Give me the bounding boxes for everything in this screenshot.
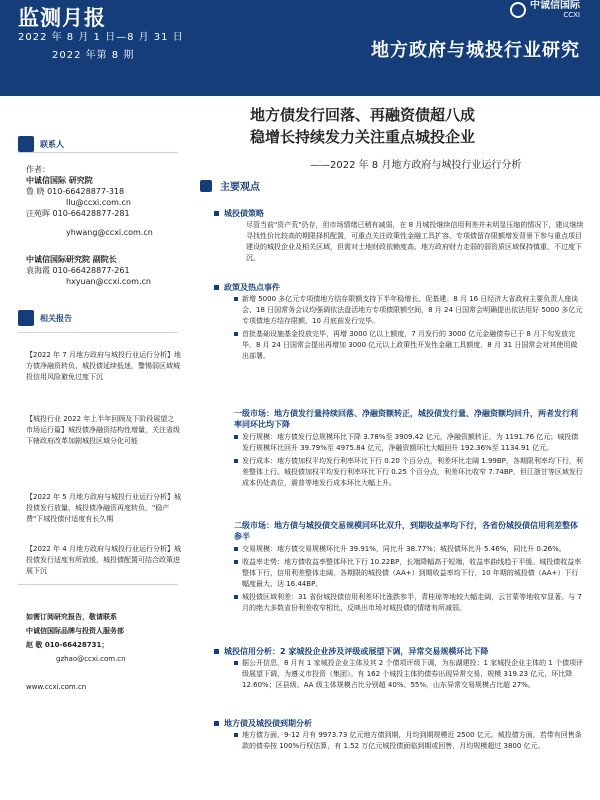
logo-en: CCXI	[563, 11, 580, 19]
heading-icon	[200, 180, 212, 192]
title-line-2: 稳增长持续发力关注重点城投企业	[250, 128, 476, 146]
section-bullets	[234, 730, 584, 752]
bullet-icon	[234, 560, 238, 564]
author3: 袁海霞 010-66428877-261	[26, 266, 130, 275]
contact-title: 联系人	[40, 139, 64, 149]
header-banner	[0, 0, 600, 96]
authors-label: 作者：	[26, 165, 50, 174]
section-text: 尽管当前"资产荒"仍存，但市场情绪已稍有减弱，在 8 月城投继续信用利差并未明显压缩的情况下，建议继续寻找性价比较高的期限择机配置，可重点关注政策性金融工具扩容、专项债留存限额增发背景下参与重点项目建设的城投企业及相关区域，但需对土地财政依赖度高、地方政府财力走弱的弱资质区域保持慎重，不过度下沉。	[246, 221, 584, 262]
title-line-1: 地方债发行回落、再融资债超八成	[250, 106, 476, 124]
author2-email: yhwang@ccxi.com.cn	[66, 228, 153, 237]
website[interactable]: www.ccxi.com.cn	[26, 683, 87, 691]
section-title: 一级市场：地方债发行量持续回落、净融资额转正，城投债发行量、净融资额均回升，两者发行利率同环比均下降	[234, 409, 578, 429]
related-report-4[interactable]: 【2022 年 4 月地方政府与城投行业运行分析】城投债发行适度有所放缓，城投债配置可结合政策进展下沉	[26, 545, 181, 575]
report-title	[250, 104, 475, 148]
report-period: 2022 年 8 月 1 日—8 月 31 日	[18, 32, 184, 43]
main-heading-text: 主要观点	[220, 182, 260, 193]
author3-org: 中诚信国际研究院 副院长	[26, 255, 117, 264]
section-title-text: 城投信用分析：2 家城投企业涉及评级或展望下调，异常交易规模环比下降	[224, 647, 489, 656]
author2: 汪苑晖 010-66428877-281	[26, 209, 130, 218]
bullet-text: 城投债区域利差：31 省份城投债信用利差环比涨跌参半，青桂琼等地较大幅走阔，云甘蒙等地收窄显著。与 7 月的绝大多数省份利差收窄相比，反映出市场对城投债的情绪有所减弱。	[242, 593, 582, 612]
bullet-icon	[234, 297, 238, 301]
bullet-square	[214, 721, 219, 726]
bullet-icon	[234, 459, 238, 463]
bullet-icon	[234, 661, 238, 665]
report-issue: 2022 年第 8 期	[52, 50, 135, 61]
author3-email: hxyuan@ccxi.com.cn	[66, 277, 151, 286]
main-heading	[200, 178, 590, 193]
related-report-2[interactable]: 【城投行业 2022 年上半年回顾及下阶段展望之市场运行篇】城投债净融资结构性增量，关注省级下辖政府改革加剧城投区域分化可能	[26, 415, 180, 445]
section-title	[214, 646, 488, 657]
related-report-3[interactable]: 【2022 年 5 月地方政府与城投行业运行分析】城投债发行放量、城投债净融资再度转负，"稳产费"下城投债付适度有长久期	[26, 493, 181, 523]
divider	[18, 332, 178, 333]
main-column	[200, 178, 590, 193]
bullet-text: 地方债方面，9-12 月有 9973.73 亿元地方债到期，月均到期规模近 2500 亿元。城投债方面，若带有回售条款的债券按 100%行权估算，有 1.52 万亿元城投债面临到期或回售，月均规模超过 3800 亿元。	[242, 731, 582, 750]
subscribe-contact	[26, 610, 186, 666]
report-subtitle: ——2022 年 8 月地方政府与城投行业运行分析	[310, 160, 522, 171]
section-title-text: 城投债策略	[224, 209, 264, 218]
bullet-square	[214, 285, 219, 290]
bullet-icon	[234, 332, 238, 336]
related-report-1[interactable]: 【2022 年 7 月地方政府与城投行业运行分析】地方债净融资转负、城投债延续低迷，警惕弱区域城投信用风险避免过度下沉	[26, 351, 181, 381]
left-column	[0, 130, 190, 800]
authors	[26, 164, 153, 287]
bullet-text: 收益率走势：地方债收益率整体环比下行 10.22BP，长端降幅高于短端，收益率曲线趋于平缓。城投债收益率整体下行，信用利差整体走阔，各期限的城投债（AA+）到期收益率均下行，10 年期的城投债（AA+）下行幅度最大、达 16.44BP。	[242, 558, 582, 588]
report-topic: 地方政府与城投行业研究	[371, 40, 580, 61]
section-title	[214, 718, 312, 729]
bullet-icon	[234, 435, 238, 439]
company-logo	[510, 0, 580, 19]
contact-line-2: 中诚信国际品牌与投资人服务部	[26, 627, 124, 635]
contact-line-3: 赵 敬 010-66428731；	[26, 641, 109, 649]
contact-line-1: 如需订阅研究报告，敬请联系	[26, 613, 117, 621]
bullet-text: 首批基础设施基金投放完毕，再增 3000 亿以上额度，7 月发行的 3000 亿元金融债券已于 8 月下旬发放完毕，8 月 24 日国常会提出再增加 3000 亿元以上政策性开发性金融工具额度，8 月 31 日国常会对其使用做出部署。	[242, 330, 578, 360]
author1-email: llu@ccxi.com.cn	[66, 198, 131, 207]
section-bullets	[234, 294, 584, 362]
section-title-text: 政策及热点事件	[224, 283, 280, 292]
bullet-text: 新增 5000 多亿元专项债地方结存限额支持下半年稳增长、促基建。8 月 16 日经济大省政府主要负责人座谈会、18 日国常务会议均强调依法盘活地方专项债限额空间，8 月 24 日国常会明确提出依法用好 5000 多亿元专项债地方结存限额，10 月底前发行完毕。	[242, 295, 583, 325]
section-title-text: 地方债及城投债到期分析	[224, 719, 312, 728]
bullet-icon	[234, 733, 238, 737]
bullet-text: 据公开信息，8 月有 1 家城投企业主体及其 2 个债项评级下调，为东湖建投；1 家城投企业主体的 1 个债项评级展望下调，为遵义市投资（集团）。有 162 个城投主体的债券出现异常交易，规模 319.23 亿元，环比降 12.60%；区县级、AA 级主体规模占比分别超 40%、55%，山东异常交易规模占比超 27%。	[242, 659, 584, 689]
report-brand: 监测月报	[18, 6, 106, 30]
related-title: 相关报告	[40, 313, 72, 323]
bullet-icon	[234, 595, 238, 599]
divider	[18, 152, 178, 153]
related-header	[18, 310, 72, 326]
author1: 鲁 晓 010-66428877-318	[26, 187, 125, 196]
section-title	[214, 208, 264, 219]
section-bullets	[234, 658, 584, 691]
bullet-square	[214, 211, 219, 216]
section-bullets	[234, 432, 584, 489]
logo-cn: 中诚信国际	[530, 0, 580, 11]
logo-mark-icon	[510, 2, 526, 18]
related-icon	[18, 310, 34, 326]
bullet-text: 发行成本：地方债加权平均发行利率环比下行 0.20 个百分点，利差环比走阔 1.99BP，各期限利率均下行，利差整体上行。城投债加权平均发行利率环比下行 0.25 个百分点，利差环比收窄 7.74BP，但江浙甘等区域发行成本仍处高位，震普等地发行成本环比大幅上升。	[242, 457, 583, 487]
section-title: 二级市场：地方债与城投债交易规模同环比双升，到期收益率均下行，各省份城投债信用利差整体参半	[234, 521, 578, 541]
bullet-square	[214, 649, 219, 654]
section-title	[214, 282, 280, 293]
section-bullets	[234, 544, 584, 614]
divider	[18, 584, 178, 585]
bullet-text: 发行规模：地方债发行总规模环比下降 3.78%至 3909.42 亿元，净融资额转正，为 1191.76 亿元；城投债发行规模环比回升 39.79%至 4975.84 亿元，净融资额环比大幅回升 192.36%至 1134.91 亿元。	[242, 433, 579, 452]
author1-org: 中诚信国际 研究院	[26, 176, 93, 185]
contact-email: gzhao@ccxi.com.cn	[56, 655, 126, 663]
contact-header	[18, 136, 190, 152]
bullet-icon	[234, 547, 238, 551]
contact-icon	[18, 136, 34, 152]
bullet-text: 交易规模：地方债交易规模环比升 39.91%，同比升 38.77%；城投债环比升 5.46%，同比升 0.26%。	[242, 545, 566, 553]
